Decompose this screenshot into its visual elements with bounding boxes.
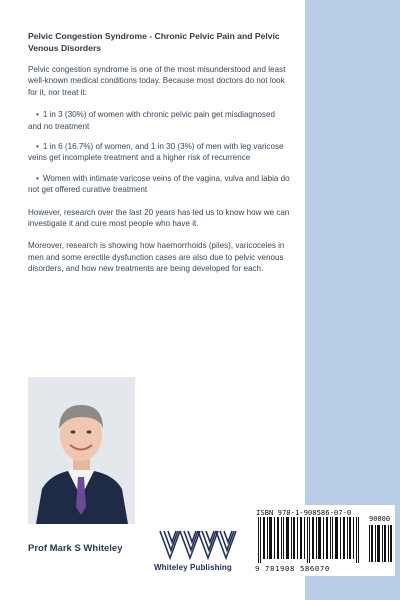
barcode-icon xyxy=(256,517,366,563)
barcode-number: 9 781908 586070 xyxy=(255,564,330,573)
blurb-title: Pelvic Congestion Syndrome - Chronic Pelvic Pain and Pelvic Venous Disorders xyxy=(28,31,280,53)
barcode-addon: 90000 xyxy=(369,515,391,523)
research-paragraph: However, research over the last 20 years has led us to know how we can investigate it and cure most people who have it. xyxy=(28,207,290,229)
author-name: Prof Mark S Whiteley xyxy=(28,543,123,554)
moreover-paragraph: Moreover, research is showing how haemorrhoids (piles), varicoceles in men and some erectile dysfunction cases are also due to pelvic venous disorders, and how new treatments are being developed for each. xyxy=(28,241,285,274)
bullet-list xyxy=(28,109,290,195)
author-photo xyxy=(28,377,135,524)
list-item: • 1 in 3 (30%) of women with chronic pelvic pain get misdiagnosed and no treatment xyxy=(28,110,275,131)
intro-paragraph: Pelvic congestion syndrome is one of the most misunderstood and least well-known medical conditions today. Because most doctors do not look for it, nor treat it: xyxy=(28,65,286,97)
publisher-name: Whiteley Publishing xyxy=(154,563,232,572)
list-item: • 1 in 6 (16.7%) of women, and 1 in 30 (3%) of men with leg varicose veins get incomplete treatment and a higher risk of recurrence xyxy=(28,142,284,163)
addon-barcode-icon xyxy=(369,525,393,562)
list-item: • Women with intimate varicose veins of the vagina, vulva and labia do not get offered curative treatment xyxy=(28,173,290,195)
back-cover-text xyxy=(28,30,290,286)
isbn-label: ISBN 978-1-908586-07-0 xyxy=(256,508,352,517)
